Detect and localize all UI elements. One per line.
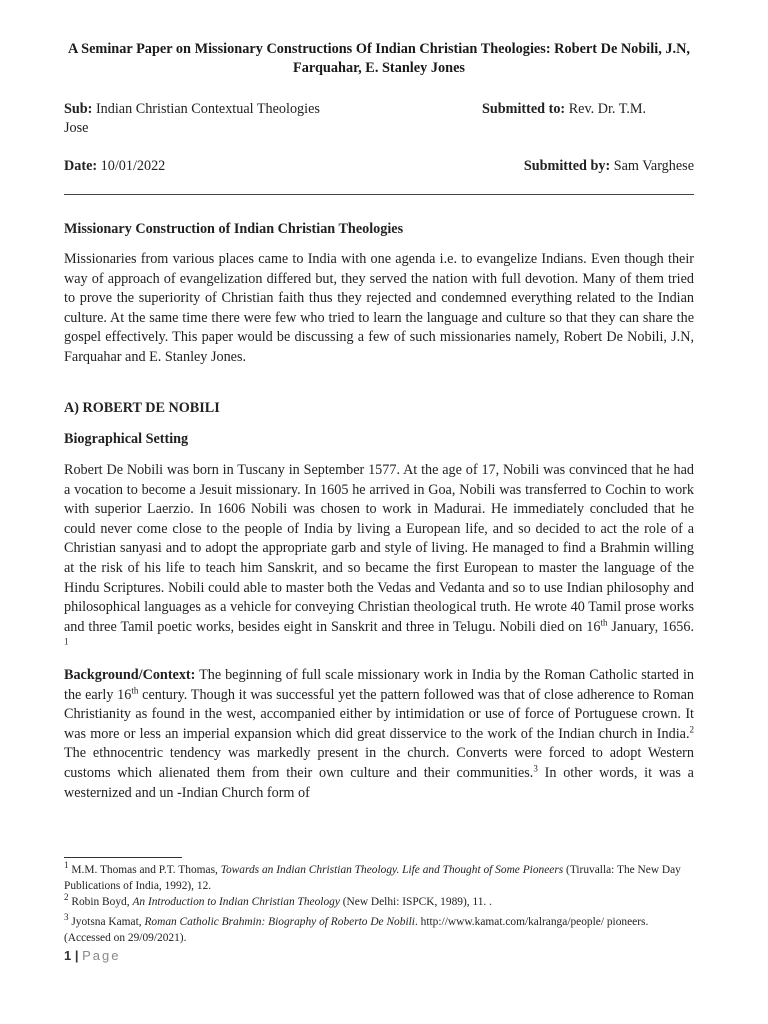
page-number: 1 <box>64 948 72 963</box>
meta-row-date <box>64 157 694 176</box>
intro-paragraph: Missionaries from various places came to India with one agenda i.e. to evangelize Indians. Even though their way of approach of evangelization differed but, they served the nation with full devotion. Many of them tried to prove the superiority of Christian faith thus they rejected and condemned everything related to the Indian culture. At the same time there were few who tried to learn the language and culture so that they can share the gospel effectively. This paper would be discussing a few of such missionaries namely, Robert De Nobili, J.N, Farquahar and E. Stanley Jones. <box>64 251 694 365</box>
page-label: Page <box>82 948 121 963</box>
footnote-1-text-a: M.M. Thomas and P.T. Thomas, <box>68 864 221 876</box>
date-value: 10/01/2022 <box>100 158 166 174</box>
submitted-to-continuation: Jose <box>64 120 89 136</box>
submitted-to-label: Submitted to: <box>482 101 566 117</box>
footnote-2 <box>64 894 694 910</box>
meta-row-subject <box>64 100 694 119</box>
page-separator: | <box>74 948 79 963</box>
footnote-3-text-a: Jyotsna Kamat, <box>68 916 145 928</box>
bio-paragraph <box>64 461 694 657</box>
background-label: Background/Context: <box>64 667 196 683</box>
background-text-3: The ethnocentric tendency was markedly present in the church. Converts were forced to adopt Western customs which alienated them from their own culture and their communities. <box>64 745 694 781</box>
footnote-3 <box>64 914 694 946</box>
footnote-1-number: 1 <box>64 860 69 871</box>
footnote-3-number: 3 <box>64 912 69 923</box>
footnote-2-title: An Introduction to Indian Christian Theology <box>132 896 340 908</box>
submitted-by-label: Submitted by: <box>523 158 611 174</box>
subsection-heading-a: A) ROBERT DE NOBILI <box>64 400 220 416</box>
submitted-to <box>482 100 646 119</box>
background-text-2: century. Though it was successful yet the pattern followed was that of close adherence to Roman Christianity as found in the west, accompanied either by intimidation or use of force of Portuguese crown. It was more or less an imperial expansion which did great disservice to the work of the Indian church in India. <box>64 686 694 742</box>
page-footer <box>64 947 121 965</box>
submitted-by-value: Sam Varghese <box>613 158 694 174</box>
bio-heading: Biographical Setting <box>64 431 189 447</box>
bio-sup: th <box>600 617 608 628</box>
footnote-1-text-b: (Tiruvalla: The New Day Publications of India, 1992), 12. <box>64 864 681 892</box>
submitted-to-value: Rev. Dr. T.M. <box>568 101 647 117</box>
background-sup: th <box>131 684 139 695</box>
footnote-2-text-a: Robin Boyd, <box>68 896 133 908</box>
background-text-4: In other words, it was a westernized and un -Indian Church form of <box>64 764 694 801</box>
bio-end: January, 1656. <box>607 618 694 635</box>
date-label: Date: <box>64 158 98 174</box>
submitted-by <box>524 157 694 176</box>
background-paragraph <box>64 666 694 803</box>
footnote-ref-1[interactable]: 1 <box>64 636 69 647</box>
footnote-3-text-b: . http://www.kamat.com/kalranga/people/ pioneers. (Accessed on 29/09/2021). <box>64 916 649 944</box>
header-divider <box>64 194 694 195</box>
footnote-2-number: 2 <box>64 892 69 903</box>
bio-text: Robert De Nobili was born in Tuscany in September 1577. At the age of 17, Nobili was convinced that he had a vocation to become a Jesuit missionary. In 1605 he arrived in Goa, Nobili was transferred to Cochin to work with superior Laerzio. In 1606 Nobili was chosen to work in Madurai. He immediately concluded that he could never come close to the people of India by living a European life, and so decided to act the role of a Christian sanyasi and to adopt the appropriate garb and style of living. He managed to find a Brahmin willing at the risk of his life to teach him Sanskrit, and so became the first European to master the language of the Hindu Scriptures. Nobili could able to master both the Vedas and Vedanta and so to use Indian philosophy and philosophical languages as a vehicle for conveying Christian theological truth. He wrote 40 Tamil prose works and three Tamil poetic works, besides eight in Sanskrit and three in Telugu. Nobili died on 16 <box>64 462 694 635</box>
footnote-ref-3[interactable]: 3 <box>533 763 538 774</box>
footnote-ref-2[interactable]: 2 <box>689 724 694 735</box>
footnote-3-title: Roman Catholic Brahmin: Biography of Roberto De Nobili <box>144 916 415 928</box>
section-heading: Missionary Construction of Indian Christian Theologies <box>64 221 404 237</box>
background-text-1: The beginning of full scale missionary work in India by the Roman Catholic started in the early 16 <box>64 667 694 703</box>
paper-title: A Seminar Paper on Missionary Constructions Of Indian Christian Theologies: Robert De Nobili, J.N, Farquahar, E. Stanley Jones <box>68 41 690 76</box>
footnote-divider <box>64 857 182 858</box>
sub-label: Sub: <box>64 101 93 117</box>
footnote-2-text-b: (New Delhi: ISPCK, 1989), 11. . <box>339 896 492 908</box>
sub-value: Indian Christian Contextual Theologies <box>95 101 320 117</box>
footnote-1 <box>64 862 694 894</box>
footnote-1-title: Towards an Indian Christian Theology. Life and Thought of Some Pioneers <box>220 864 564 876</box>
